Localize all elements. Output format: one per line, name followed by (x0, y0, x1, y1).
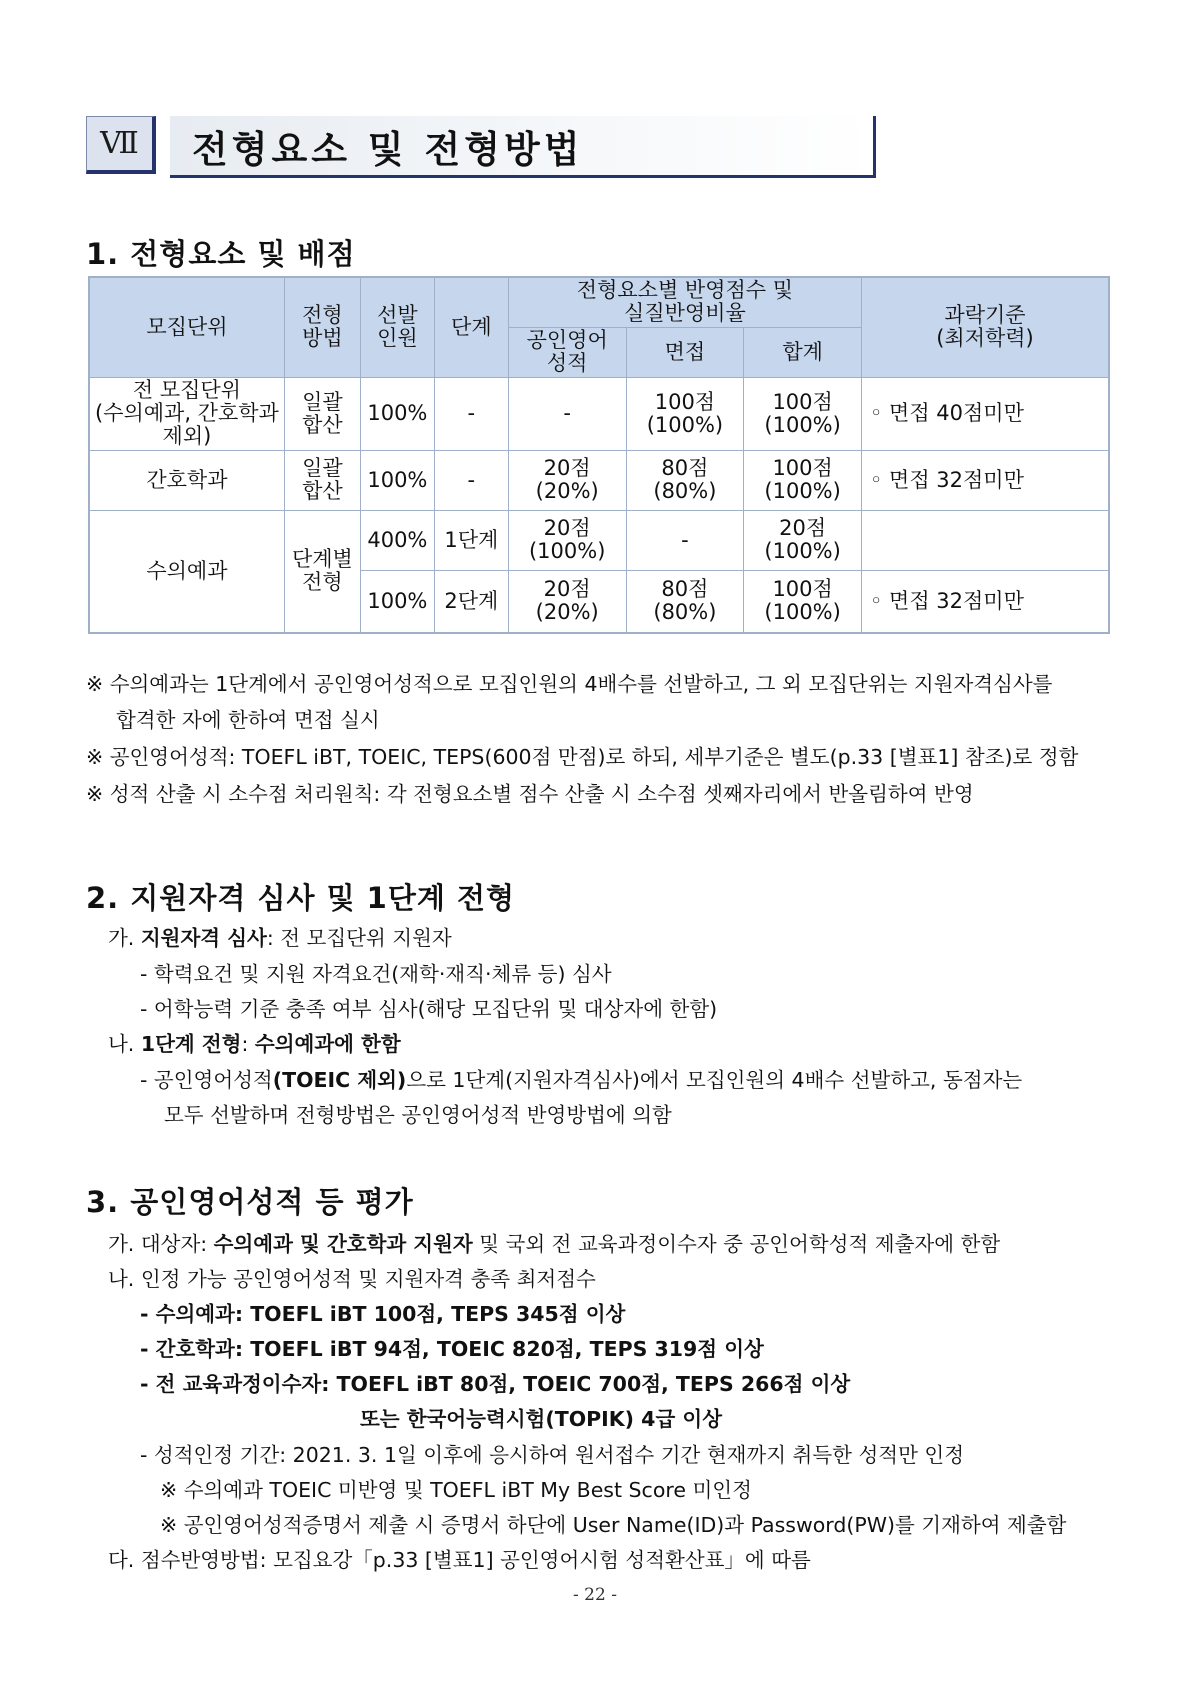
na-item-cont: 모두 선발하며 전형방법은 공인영어성적 반영방법에 의함 (164, 1103, 672, 1127)
sub-note-1: ※ 수의예과 TOEIC 미반영 및 TOEFL iBT My Best Score 미인정 (160, 1478, 752, 1502)
section-3-da: 다. 점수반영방법: 모집요강「p.33 [별표1] 공인영어시험 성적환산표」에 따름 (108, 1548, 811, 1572)
cell-total: 100점 (100%) (744, 570, 862, 633)
cell-criteria: ◦ 면접 32점미만 (861, 450, 1109, 510)
s3-ga-b: 수의예과 및 간호학과 지원자 (213, 1232, 473, 1256)
score-period: - 성적인정 기간: 2021. 3. 1일 이후에 응시하여 원서접수 기간 현재까지 취득한 성적만 인정 (140, 1443, 964, 1467)
page-number: - 22 - (573, 1585, 617, 1605)
header-stage: 단계 (434, 277, 508, 377)
cell-method: 단계별 전형 (284, 510, 360, 633)
header-total: 합계 (744, 327, 862, 377)
cell-criteria: ◦ 면접 40점미만 (861, 377, 1109, 450)
cell-stage: - (434, 450, 508, 510)
cell-unit: 간호학과 (89, 450, 284, 510)
cell-stage: - (434, 377, 508, 450)
cell-method: 일괄 합산 (284, 450, 360, 510)
min-score-overseas: - 전 교육과정이수자: TOEFL iBT 80점, TOEIC 700점, TEPS 266점 이상 (140, 1372, 851, 1396)
min-score-nursing: - 간호학과: TOEFL iBT 94점, TOEIC 820점, TEPS 319점 이상 (140, 1337, 764, 1361)
ga-item-1: - 학력요건 및 지원 자격요건(재학·재직·체류 등) 심사 (140, 962, 612, 986)
cell-total: 100점 (100%) (744, 377, 862, 450)
note-1-cont: 합격한 자에 한하여 면접 실시 (116, 708, 380, 732)
ga-prefix: 가. (108, 926, 141, 950)
table-row (89, 510, 1109, 570)
cell-unit: 수의예과 (89, 510, 284, 633)
min-score-vet: - 수의예과: TOEFL iBT 100점, TEPS 345점 이상 (140, 1302, 626, 1326)
cell-english: 20점 (20%) (508, 450, 626, 510)
table-row (89, 377, 1109, 450)
header-unit: 모집단위 (89, 277, 284, 377)
ga-bold: 지원자격 심사 (140, 926, 267, 950)
cell-criteria: ◦ 면접 32점미만 (861, 570, 1109, 633)
cell-interview: 80점 (80%) (626, 570, 744, 633)
cell-total: 100점 (100%) (744, 450, 862, 510)
cell-total: 20점 (100%) (744, 510, 862, 570)
header-english: 공인영어 성적 (508, 327, 626, 377)
cell-interview: 100점 (100%) (626, 377, 744, 450)
na-bold-1: 1단계 전형 (140, 1032, 242, 1056)
cell-ratio: 100% (360, 570, 434, 633)
s3-ga-a: 가. 대상자: (108, 1232, 214, 1256)
note-2: ※ 공인영어성적: TOEFL iBT, TOEIC, TEPS(600점 만점)로 하되, 세부기준은 별도(p.33 [별표1] 참조)로 정함 (86, 745, 1079, 769)
cell-interview: 80점 (80%) (626, 450, 744, 510)
chapter-header (86, 116, 876, 178)
na-bold-2: 수의예과에 한함 (254, 1032, 401, 1056)
cell-interview: - (626, 510, 744, 570)
note-1: ※ 수의예과는 1단계에서 공인영어성적으로 모집인원의 4배수를 선발하고, 그 외 모집단위는 지원자격심사를 (86, 672, 1053, 696)
cell-english: - (508, 377, 626, 450)
section-2-na (108, 1030, 401, 1058)
section-1-heading: 1. 전형요소 및 배점 (86, 237, 356, 271)
cell-ratio: 100% (360, 450, 434, 510)
ga-rest: : 전 모집단위 지원자 (266, 926, 452, 950)
cell-english: 20점 (100%) (508, 510, 626, 570)
na-item-b: (TOEIC 제외) (272, 1068, 407, 1092)
table-row (89, 450, 1109, 510)
cell-stage: 2단계 (434, 570, 508, 633)
cell-method: 일괄 합산 (284, 377, 360, 450)
min-score-topik: 또는 한국어능력시험(TOPIK) 4급 이상 (360, 1407, 722, 1431)
na-item-c: 으로 1단계(지원자격심사)에서 모집인원의 4배수 선발하고, 동점자는 (406, 1068, 1023, 1092)
s3-ga-c: 및 국외 전 교육과정이수자 중 공인어학성적 제출자에 한함 (472, 1232, 1001, 1256)
section-3-na: 나. 인정 가능 공인영어성적 및 지원자격 충족 최저점수 (108, 1267, 596, 1291)
cell-unit: 전 모집단위 (수의예과, 간호학과 제외) (89, 377, 284, 450)
na-item (140, 1066, 1022, 1094)
cell-stage: 1단계 (434, 510, 508, 570)
header-interview: 면접 (626, 327, 744, 377)
sub-note-2: ※ 공인영어성적증명서 제출 시 증명서 하단에 User Name(ID)과 Password(PW)를 기재하여 제출함 (160, 1513, 1067, 1537)
cell-criteria (861, 510, 1109, 570)
section-2-heading: 2. 지원자격 심사 및 1단계 전형 (86, 881, 516, 915)
ga-item-2: - 어학능력 기준 충족 여부 심사(해당 모집단위 및 대상자에 한함) (140, 997, 718, 1021)
na-prefix: 나. (108, 1032, 141, 1056)
section-2-ga (108, 924, 452, 952)
section-3-heading: 3. 공인영어성적 등 평가 (86, 1185, 414, 1219)
header-ratio: 선발 인원 (360, 277, 434, 377)
header-method: 전형 방법 (284, 277, 360, 377)
header-criteria: 과락기준 (최저학력) (861, 277, 1109, 377)
cell-ratio: 400% (360, 510, 434, 570)
chapter-number: Ⅶ (86, 116, 156, 174)
score-table (88, 276, 1110, 634)
cell-ratio: 100% (360, 377, 434, 450)
chapter-title: 전형요소 및 전형방법 (170, 116, 876, 178)
section-3-ga (108, 1230, 1000, 1258)
na-mid: : (241, 1032, 255, 1056)
na-item-a: - 공인영어성적 (140, 1068, 273, 1092)
header-group: 전형요소별 반영점수 및 실질반영비율 (508, 277, 861, 327)
note-3: ※ 성적 산출 시 소수점 처리원칙: 각 전형요소별 점수 산출 시 소수점 셋째자리에서 반올림하여 반영 (86, 782, 974, 806)
cell-english: 20점 (20%) (508, 570, 626, 633)
